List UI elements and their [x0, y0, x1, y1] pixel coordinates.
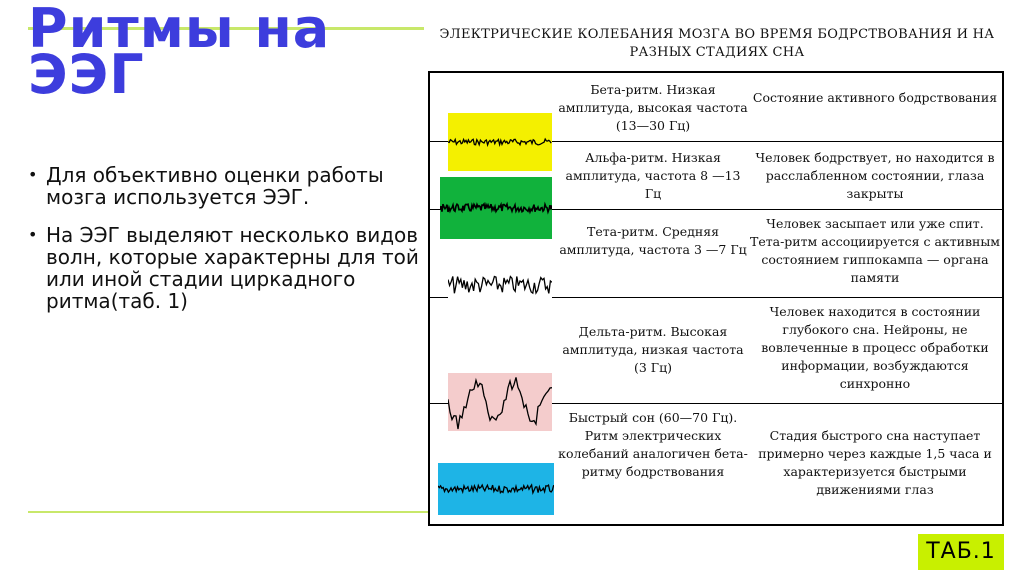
eeg-rhythms-table: [428, 71, 1004, 526]
table-row-beta: [430, 73, 1002, 142]
row-description: Альфа-ритм. Низкая амплитуда, частота 8 —13 Гц: [565, 150, 741, 201]
row-description: Бета-ритм. Низкая амплитуда, высокая частота (13—30 Гц): [558, 82, 748, 133]
figure-title: ЭЛЕКТРИЧЕСКИЕ КОЛЕБАНИЯ МОЗГА ВО ВРЕМЯ БОДРСТВОВАНИЯ И НА РАЗНЫХ СТАДИЯХ СНА: [439, 27, 995, 60]
row-description: Тета-ритм. Средняя амплитуда, частота 3 —7 Гц: [559, 224, 747, 257]
row-description: Быстрый сон (60—70 Гц). Ритм электрических колебаний аналогичен бета-ритму бодрствования: [558, 410, 748, 479]
bullet-item: [28, 164, 420, 208]
bottom-accent-rule: [28, 511, 428, 513]
table-row-alpha: [430, 141, 1002, 210]
rem-wave-image: [438, 463, 554, 515]
row-state: Человек бодрствует, но находится в расслабленном состоянии, глаза закрыты: [755, 150, 995, 201]
bullet-dot-icon: •: [28, 225, 38, 244]
row-state: Человек засыпает или уже спит. Тета-ритм ассоциируется с активным состоянием гиппокампа — органа памяти: [749, 216, 1000, 285]
row-state: Человек находится в состоянии глубокого сна. Нейроны, не вовлеченные в процесс обработки информации, возбуждаются синхронно: [761, 304, 989, 391]
row-state: Стадия быстрого сна наступает примерно через каждые 1,5 часа и характеризуется быстрыми движениями глаз: [758, 428, 992, 497]
row-description: Дельта-ритм. Высокая амплитуда, низкая частота (3 Гц): [562, 324, 744, 375]
table-row-theta: [430, 209, 1002, 298]
row-state: Состояние активного бодрствования: [752, 90, 998, 105]
bullet-text: Для объективно оценки работы мозга используется ЭЭГ.: [46, 163, 384, 209]
bullet-item: [28, 224, 420, 312]
table-row-delta: [430, 297, 1002, 404]
table-row-rem: [430, 403, 1002, 524]
rem-wave-svg: [438, 463, 554, 515]
bullet-dot-icon: •: [28, 165, 38, 184]
bullet-text: На ЭЭГ выделяют несколько видов волн, которые характерны для той или иной стадии циркадного ритма(таб. 1): [46, 223, 419, 313]
slide-title: Ритмы на ЭЭГ: [28, 0, 331, 106]
table-label-badge: ТАБ.1: [918, 534, 1004, 570]
bullet-list: [28, 164, 420, 328]
